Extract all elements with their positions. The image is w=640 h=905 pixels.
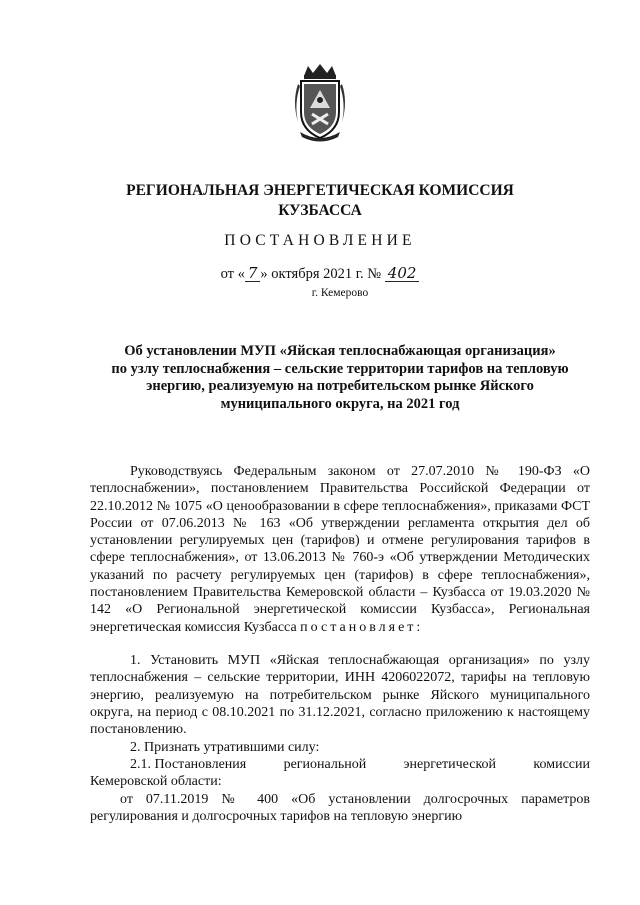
preamble-text: Руководствуясь Федеральным законом от 27.07.2010 № 190-ФЗ «О теплоснабжении», постановлением Правительства Российской Федерации от 22.10.2012 № 1075 «О ценообразовании в сфере теплоснабжения», приказами ФСТ России от 07.06.2013 № 163 «Об утверждении регламента открытия дел об установлении регулируемых цен (тарифов) и отмене регулирования тарифов в сфере теплоснабжения», от 13.06.2013 № 760-э «Об утверждении Методических указаний по расчету регулируемых цен (тарифов) в сфере теплоснабжения», постановлением Правительства Кемеровской области – Кузбасса от 19.03.2020 № 142 «О Региональной энергетической комиссии Кузбасса», Региональная энергетическая комиссия Кузбасса [90, 464, 590, 635]
kuzbass-coat-of-arms-icon [290, 62, 350, 144]
decree-word: постановляет: [300, 619, 424, 635]
item-2-1-part-1: 2.1. Постановления [130, 757, 247, 772]
preamble-paragraph [90, 463, 590, 636]
item-2-1-paragraph [90, 756, 590, 791]
item-2-1-second-line: Кемеровской области: [90, 774, 222, 790]
item-1-text: 1. Установить МУП «Яйская теплоснабжающая организация» по узлу теплоснабжения – сельские территории, ИНН 4206022072, тарифы на тепловую энергию, реализуемую на потребительском рынке Яйского муниципального округа, на период с 08.10.2021 по 31.12.2021, согласно приложению к настоящему постановлению. [90, 653, 590, 738]
subject-line-4: муниципального округа, на 2021 год [220, 395, 460, 412]
item-2-text: 2. Признать утратившими силу: [130, 740, 320, 755]
date-suffix: » октября 2021 г. № [260, 266, 382, 282]
document-subject [100, 343, 580, 413]
item-2-1-first-line [90, 756, 590, 773]
organization-line-1: РЕГИОНАЛЬНАЯ ЭНЕРГЕТИЧЕСКАЯ КОМИССИЯ [126, 182, 514, 199]
subject-line-2: по узлу теплоснабжения – сельские территории тарифов на тепловую [111, 360, 569, 377]
item-2-1-part-4: комиссии [533, 757, 590, 772]
date-day-handwritten: 7 [245, 266, 261, 282]
document-type: ПОСТАНОВЛЕНИЕ [224, 232, 416, 249]
city-label: г. Кемерово [311, 287, 369, 299]
item-2-1-part-3: энергетической [403, 757, 497, 772]
document-number-handwritten: 402 [385, 266, 420, 282]
item-2-1-part-2: региональной [283, 757, 367, 772]
organization-line-2: КУЗБАССА [278, 202, 362, 219]
item-last-paragraph [90, 791, 590, 826]
item-2-paragraph [90, 739, 590, 756]
item-last-text: от 07.11.2019 № 400 «Об установлении долгосрочных параметров регулирования и долгосрочных тарифов на тепловую энергию [90, 792, 590, 825]
organization-name [0, 181, 640, 221]
item-1-paragraph [90, 652, 590, 738]
subject-line-1: Об установлении МУП «Яйская теплоснабжающая организация» [124, 343, 556, 359]
subject-line-3: энергию, реализуемую на потребительском рынке Яйского [146, 378, 534, 394]
document-date-line [0, 266, 640, 283]
date-prefix: от « [220, 266, 245, 282]
